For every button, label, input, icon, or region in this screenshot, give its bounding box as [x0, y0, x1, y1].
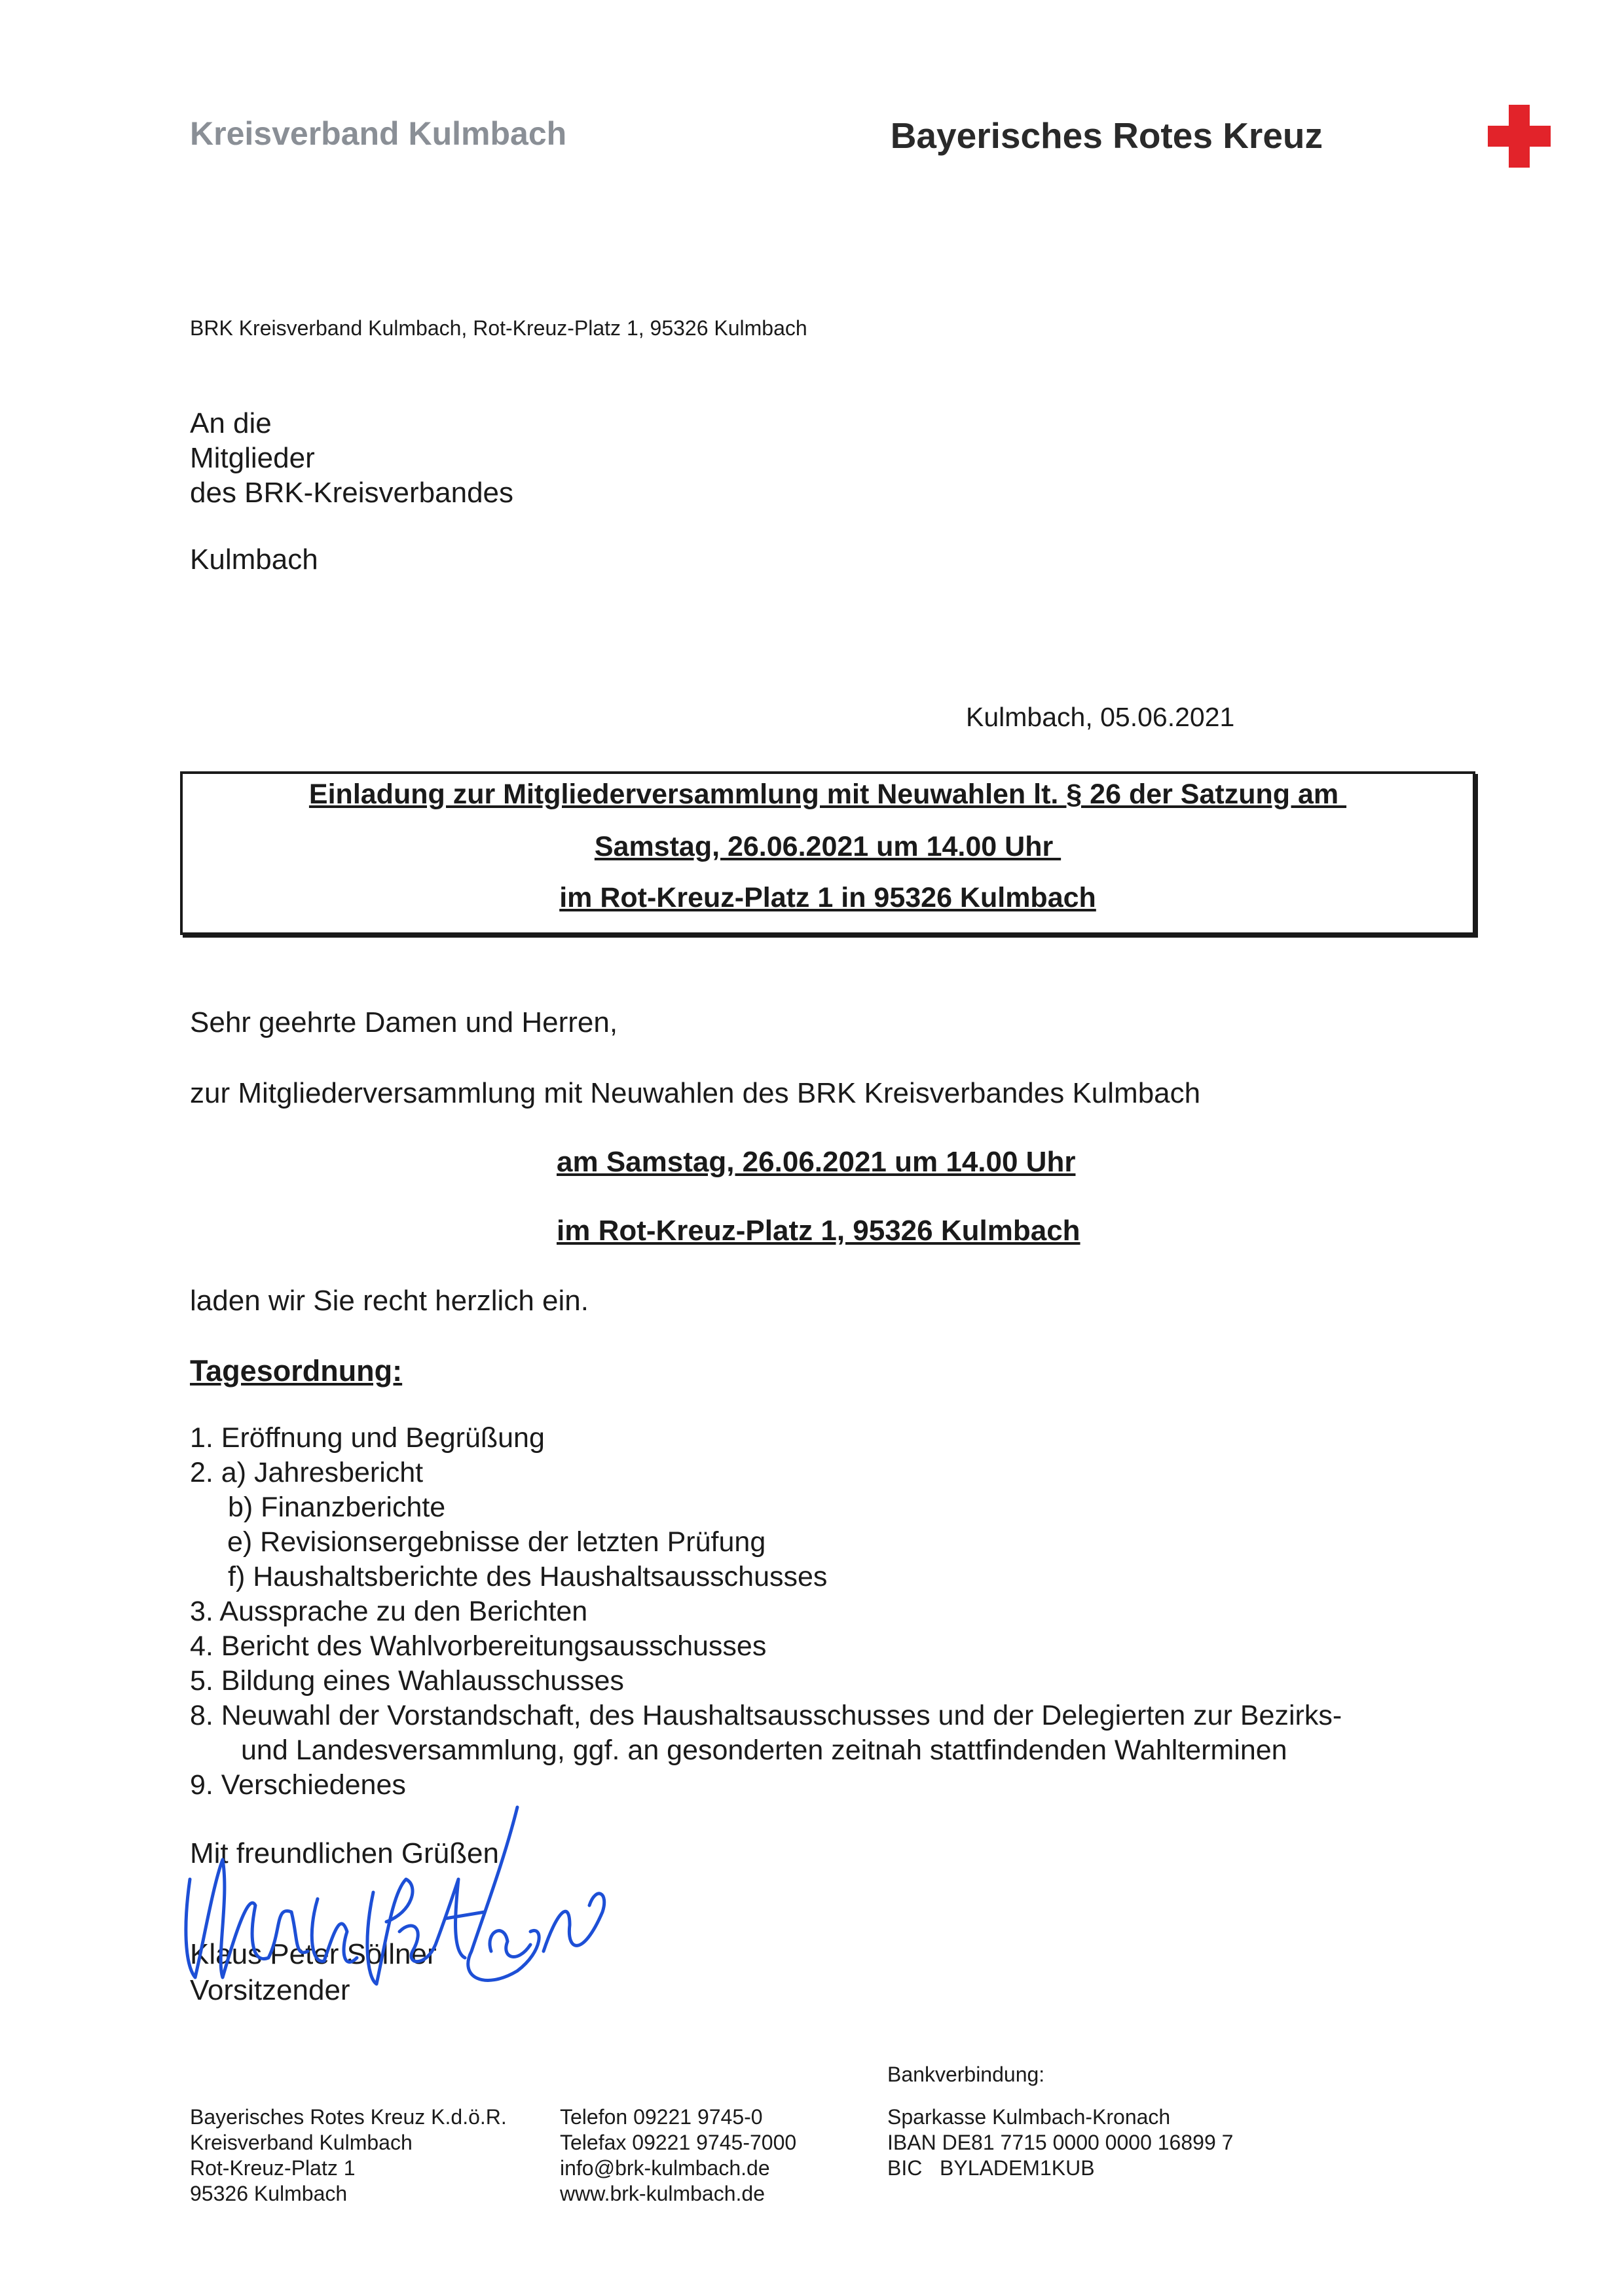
- agenda-item-continuation: und Landesversammlung, ggf. an gesonderten zeitnah stattfindenden Wahlterminen: [241, 1735, 1287, 1766]
- meeting-location: im Rot-Kreuz-Platz 1, 95326 Kulmbach: [557, 1215, 1080, 1247]
- agenda-item: 3. Aussprache zu den Berichten: [190, 1596, 588, 1627]
- agenda-subitem: e) Revisionsergebnisse der letzten Prüfung: [227, 1526, 766, 1558]
- agenda-item: 1. Eröffnung und Begrüßung: [190, 1422, 545, 1454]
- signer-role: Vorsitzender: [190, 1974, 350, 2006]
- footer-line: Sparkasse Kulmbach-Kronach: [887, 2105, 1171, 2129]
- cross-horizontal-bar: [1488, 126, 1551, 147]
- recipient-line-3: des BRK-Kreisverbandes: [190, 477, 514, 509]
- sender-line: BRK Kreisverband Kulmbach, Rot-Kreuz-Platz 1, 95326 Kulmbach: [190, 316, 807, 340]
- agenda-list: [190, 1421, 1500, 1803]
- letter-date: Kulmbach, 05.06.2021: [966, 702, 1235, 732]
- footer-line: Bayerisches Rotes Kreuz K.d.ö.R.: [190, 2105, 507, 2129]
- signer-name: Klaus Peter Söllner: [190, 1938, 437, 1970]
- footer-line: Kreisverband Kulmbach: [190, 2131, 413, 2154]
- subject-line-1: Einladung zur Mitgliederversammlung mit Neuwahlen lt. § 26 der Satzung am: [308, 779, 1347, 810]
- footer-line: info@brk-kulmbach.de: [560, 2156, 770, 2180]
- footer-line: IBAN DE81 7715 0000 0000 16899 7: [887, 2131, 1234, 2154]
- signature-stroke: [544, 1894, 604, 1951]
- footer-line: BIC BYLADEM1KUB: [887, 2156, 1095, 2180]
- intro-text: zur Mitgliederversammlung mit Neuwahlen des BRK Kreisverbandes Kulmbach: [190, 1077, 1201, 1109]
- footer-line: Rot-Kreuz-Platz 1: [190, 2156, 356, 2180]
- signature-stroke: [312, 1899, 357, 1962]
- footer-line: Telefon 09221 9745-0: [560, 2105, 763, 2129]
- subject-line-3: im Rot-Kreuz-Platz 1 in 95326 Kulmbach: [559, 882, 1096, 913]
- bank-heading: Bankverbindung:: [887, 2063, 1045, 2086]
- signature-stroke: [367, 1879, 413, 1984]
- agenda-item: 5. Bildung eines Wahlausschusses: [190, 1665, 624, 1697]
- subject-line-2: Samstag, 26.06.2021 um 14.00 Uhr: [594, 831, 1061, 862]
- closing-greeting: Mit freundlichen Grüßen: [190, 1837, 499, 1869]
- footer-address: [190, 2104, 507, 2207]
- footer-line: www.brk-kulmbach.de: [560, 2182, 765, 2205]
- footer-line: Telefax 09221 9745-7000: [560, 2131, 797, 2154]
- subject-box: [180, 771, 1475, 935]
- recipient-line-2: Mitglieder: [190, 442, 315, 474]
- agenda-subitem: f) Haushaltsberichte des Haushaltsausschusses: [228, 1561, 828, 1592]
- agenda-item: 4. Bericht des Wahlvorbereitungsausschusses: [190, 1630, 767, 1662]
- salutation: Sehr geehrte Damen und Herren,: [190, 1006, 618, 1038]
- meeting-date: am Samstag, 26.06.2021 um 14.00 Uhr: [557, 1146, 1076, 1178]
- agenda-title: Tagesordnung:: [190, 1354, 403, 1387]
- handwritten-signature: [177, 1781, 622, 2004]
- signature-stroke: [468, 1807, 539, 1980]
- footer-line: 95326 Kulmbach: [190, 2182, 348, 2205]
- agenda-item: 8. Neuwahl der Vorstandschaft, des Haushaltsausschusses und der Delegierten zur Bezirks-: [190, 1700, 1342, 1731]
- agenda-item: 2. a) Jahresbericht: [190, 1457, 424, 1488]
- invite-text: laden wir Sie recht herzlich ein.: [190, 1285, 589, 1317]
- footer-bank: [887, 2104, 1233, 2181]
- agenda-item: 9. Verschiedenes: [190, 1769, 406, 1801]
- org-name: Bayerisches Rotes Kreuz: [890, 115, 1323, 156]
- recipient-city: Kulmbach: [190, 543, 318, 576]
- footer-contact: [560, 2104, 796, 2207]
- org-unit-name: Kreisverband Kulmbach: [190, 115, 567, 152]
- recipient-address: [190, 406, 513, 510]
- signature-stroke: [186, 1860, 308, 1977]
- recipient-line-1: An die: [190, 407, 272, 439]
- signature-stroke: [399, 1879, 465, 1962]
- agenda-subitem: b) Finanzberichte: [228, 1492, 446, 1523]
- red-cross-logo: [1488, 105, 1551, 168]
- signature-stroke: [445, 1912, 485, 1919]
- signature-stroke: [490, 1931, 530, 1957]
